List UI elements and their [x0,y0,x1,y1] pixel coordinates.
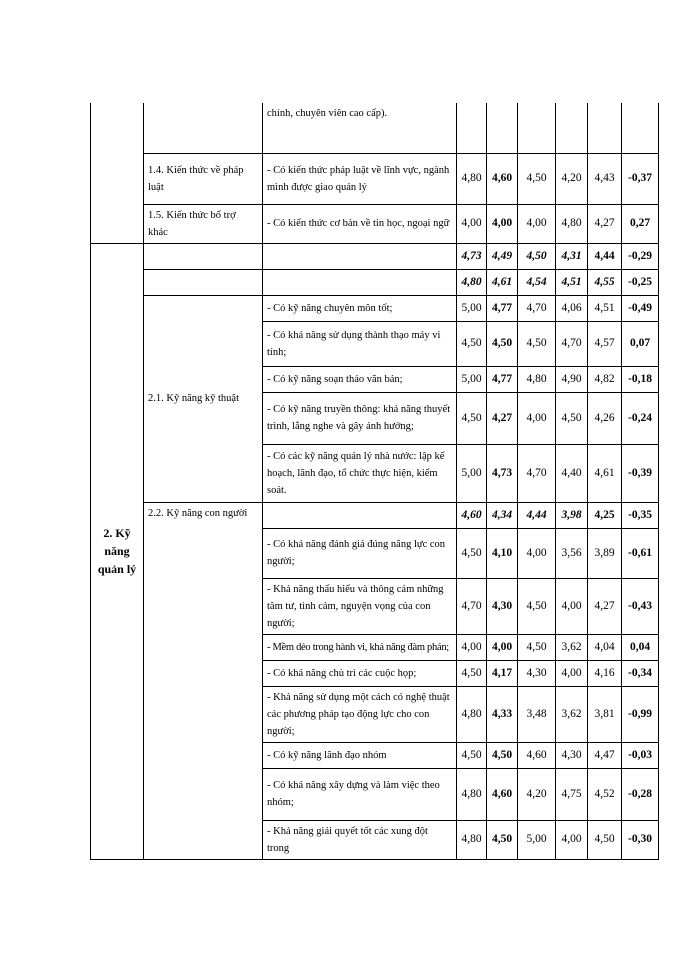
value-cell: 4,17 [487,660,518,686]
value-cell: -0,34 [622,660,659,686]
value-cell: 0,07 [622,321,659,366]
value-cell: 4,00 [487,634,518,660]
value-cell: 4,00 [556,578,588,634]
value-cell: 4,60 [487,153,518,204]
value-cell: 4,52 [588,768,622,820]
value-cell: 3,62 [556,634,588,660]
value-cell: 4,70 [457,578,487,634]
desc-cell: - Mềm dẻo trong hành vi, khả năng đàm phán; [263,634,457,660]
value-cell: 5,00 [457,366,487,392]
value-cell: 4,51 [588,295,622,321]
value-cell: 5,00 [518,820,556,859]
value-cell: 4,70 [518,444,556,502]
value-cell: 4,00 [457,634,487,660]
desc-cell: - Có kỹ năng lãnh đạo nhóm [263,742,457,768]
desc-cell [263,502,457,528]
value-cell: 4,00 [556,660,588,686]
value-cell: 4,60 [457,502,487,528]
value-cell: 3,56 [556,528,588,578]
desc-cell: - Có khả năng sử dụng thành thạo máy vi tính; [263,321,457,366]
value-cell: -0,28 [622,768,659,820]
value-cell: 4,44 [518,502,556,528]
value-cell: 4,60 [487,768,518,820]
value-cell: 5,00 [457,295,487,321]
table-row [91,502,659,528]
group-cell: 1.5. Kiến thức bổ trợ khác [144,204,263,243]
value-cell: -0,18 [622,366,659,392]
value-cell: 4,50 [457,392,487,444]
group-cell [144,243,263,269]
value-cell: -0,03 [622,742,659,768]
value-cell: 4,80 [457,686,487,742]
value-cell: 4,30 [518,660,556,686]
table-row [91,103,659,153]
value-cell: -0,43 [622,578,659,634]
value-cell: 4,00 [518,204,556,243]
desc-cell: - Khả năng thấu hiểu và thông cảm những tâm tư, tình cảm, nguyện vọng của con người; [263,578,457,634]
value-cell: -0,37 [622,153,659,204]
desc-cell: chính, chuyên viên cao cấp). [263,103,457,153]
value-cell: 4,80 [457,269,487,295]
value-cell: -0,29 [622,243,659,269]
value-cell: 4,73 [487,444,518,502]
value-cell: 4,70 [556,321,588,366]
value-cell: -0,24 [622,392,659,444]
value-cell: 4,50 [518,321,556,366]
value-cell: 4,40 [556,444,588,502]
value-cell: -0,61 [622,528,659,578]
value-cell: 4,30 [556,742,588,768]
value-cell: 4,31 [556,243,588,269]
desc-cell: - Có kỹ năng chuyên môn tốt; [263,295,457,321]
value-cell: 4,50 [457,528,487,578]
table-row [91,269,659,295]
table-row [91,204,659,243]
group-cell: 2.2. Kỹ năng con người [144,502,263,859]
value-cell: 4,73 [457,243,487,269]
value-cell: 4,77 [487,366,518,392]
value-cell: 4,20 [518,768,556,820]
value-cell: 0,04 [622,634,659,660]
value-cell: -0,39 [622,444,659,502]
value-cell: 4,90 [556,366,588,392]
value-cell: 4,80 [556,204,588,243]
desc-cell: - Có khả năng đánh giá đúng năng lực con người; [263,528,457,578]
value-cell: 4,34 [487,502,518,528]
value-cell: 4,54 [518,269,556,295]
value-cell: 4,50 [518,153,556,204]
value-cell: 4,50 [457,321,487,366]
value-cell: 3,48 [518,686,556,742]
desc-cell: - Có kỹ năng soạn thảo văn bản; [263,366,457,392]
value-cell: 4,82 [588,366,622,392]
value-cell: 4,61 [487,269,518,295]
value-cell: 4,51 [556,269,588,295]
value-cell: 4,20 [556,153,588,204]
desc-cell: - Khả năng giải quyết tốt các xung đột trong [263,820,457,859]
value-cell: 4,30 [487,578,518,634]
group-cell: 2.1. Kỹ năng kỹ thuật [144,295,263,502]
value-cell: 4,60 [518,742,556,768]
value-cell: 4,75 [556,768,588,820]
value-cell: 4,43 [588,153,622,204]
value-cell: 5,00 [457,444,487,502]
value-cell: 4,27 [487,392,518,444]
value-cell: 4,00 [556,820,588,859]
value-cell: 4,70 [518,295,556,321]
value-cell: 4,16 [588,660,622,686]
group-cell [144,103,263,153]
value-cell: 4,80 [457,153,487,204]
evaluation-table [90,103,659,860]
value-cell: 4,47 [588,742,622,768]
value-cell: -0,35 [622,502,659,528]
table-row [91,153,659,204]
value-cell: 4,49 [487,243,518,269]
value-cell: 4,04 [588,634,622,660]
value-cell: 4,61 [588,444,622,502]
value-cell: 3,89 [588,528,622,578]
desc-cell: - Có khả năng xây dựng và làm việc theo nhóm; [263,768,457,820]
desc-cell: - Có khả năng chủ trì các cuộc họp; [263,660,457,686]
value-cell: 4,55 [588,269,622,295]
value-cell: 3,62 [556,686,588,742]
value-cell: 4,50 [457,742,487,768]
desc-cell: - Có kiến thức pháp luật về lĩnh vực, ngành mình được giao quản lý [263,153,457,204]
group-cell [144,269,263,295]
value-cell: 4,50 [487,742,518,768]
value-cell: 4,33 [487,686,518,742]
value-cell: 4,10 [487,528,518,578]
value-cell: 4,50 [518,578,556,634]
desc-cell: - Có các kỹ năng quản lý nhà nước: lập kế hoạch, lãnh đạo, tổ chức thực hiện, kiểm soát. [263,444,457,502]
value-cell: 4,00 [518,392,556,444]
value-cell: 3,98 [556,502,588,528]
desc-cell: - Có kiến thức cơ bản về tin học, ngoại ngữ [263,204,457,243]
value-cell: 4,25 [588,502,622,528]
desc-cell [263,243,457,269]
value-cell: -0,30 [622,820,659,859]
section-cell [91,103,144,243]
value-cell: 4,50 [518,243,556,269]
value-cell: 4,44 [588,243,622,269]
value-cell: 4,50 [556,392,588,444]
value-cell: 4,77 [487,295,518,321]
value-cell: 4,06 [556,295,588,321]
value-cell: 4,50 [457,660,487,686]
table-row [91,243,659,269]
value-cell: 4,50 [588,820,622,859]
desc-cell: - Có kỹ năng truyền thông: khả năng thuyết trình, lắng nghe và gây ảnh hưởng; [263,392,457,444]
value-cell: 4,27 [588,204,622,243]
value-cell: -0,49 [622,295,659,321]
desc-cell [263,269,457,295]
value-cell: 4,57 [588,321,622,366]
table-row [91,295,659,321]
value-cell: 4,80 [457,820,487,859]
section-title: 2. Kỹ năng quản lý [91,243,144,859]
value-cell: 3,81 [588,686,622,742]
value-cell: 4,00 [457,204,487,243]
value-cell: 4,50 [518,634,556,660]
value-cell: 4,00 [518,528,556,578]
value-cell: 0,27 [622,204,659,243]
desc-cell: - Khả năng sử dụng một cách có nghệ thuật các phương pháp tạo động lực cho con người; [263,686,457,742]
value-cell: -0,99 [622,686,659,742]
value-cell: 4,00 [487,204,518,243]
value-cell: 4,80 [457,768,487,820]
value-cell: 4,50 [487,321,518,366]
value-cell: 4,50 [487,820,518,859]
value-cell: -0,25 [622,269,659,295]
value-cell: 4,26 [588,392,622,444]
value-cell: 4,27 [588,578,622,634]
value-cell: 4,80 [518,366,556,392]
group-cell: 1.4. Kiến thức về pháp luật [144,153,263,204]
